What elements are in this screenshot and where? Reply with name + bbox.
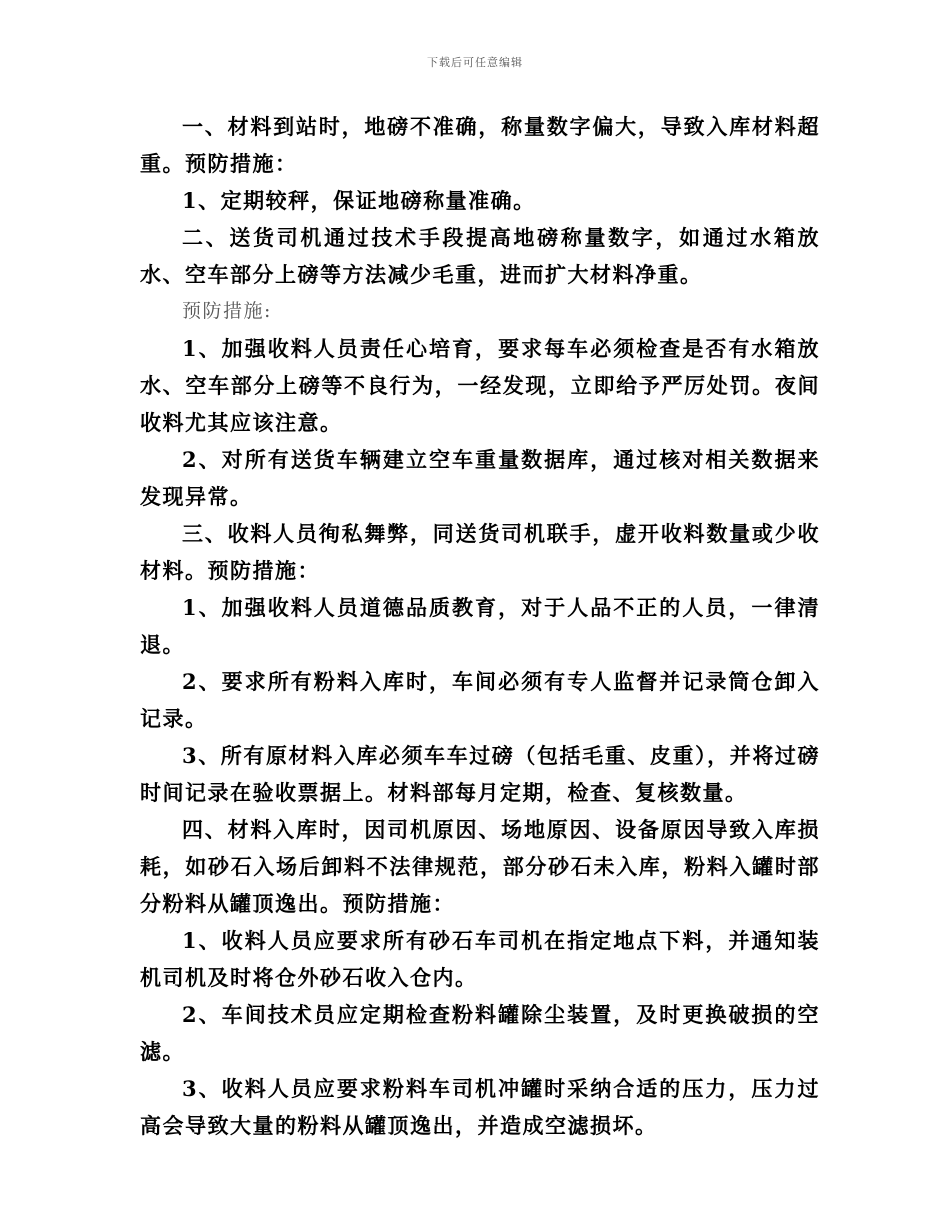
paragraph-measure-4-2: 2、车间技术员应定期检查粉料罐除尘装置，及时更换破损的空滤。 bbox=[140, 1002, 820, 1064]
paragraph-section-3: 三、收料人员徇私舞弊，同送货司机联手，虚开收料数量或少收材料。预防措施： bbox=[140, 521, 820, 583]
paragraph-section-2: 二、送货司机通过技术手段提高地磅称量数字，如通过水箱放水、空车部分上磅等方法减少毛重，进而扩大材料净重。 bbox=[140, 225, 820, 287]
paragraph-measures-heading: 预防措施: bbox=[182, 300, 272, 322]
paragraph-measure-3-3: 3、所有原材料入库必须车车过磅（包括毛重、皮重），并将过磅时间记录在验收票据上。材料部每月定期，检查、复核数量。 bbox=[140, 743, 820, 805]
header-note: 下载后可任意编辑 bbox=[427, 56, 523, 69]
paragraph-measure-1-1: 1、定期较秤，保证地磅称量准确。 bbox=[182, 188, 536, 213]
paragraph-measure-3-2: 2、要求所有粉料入库时，车间必须有专人监督并记录筒仓卸入记录。 bbox=[140, 669, 820, 731]
paragraph-section-1: 一、材料到站时，地磅不准确，称量数字偏大，导致入库材料超重。预防措施： bbox=[140, 114, 820, 176]
paragraph-section-4: 四、材料入库时，因司机原因、场地原因、设备原因导致入库损耗，如砂石入场后卸料不法律规范，部分砂石未入库，粉料入罐时部分粉料从罐顶逸出。预防措施： bbox=[140, 817, 820, 916]
paragraph-measure-2-2: 2、对所有送货车辆建立空车重量数据库，通过核对相关数据来发现异常。 bbox=[140, 447, 820, 509]
document-body bbox=[140, 108, 820, 1144]
paragraph-measure-4-3: 3、收料人员应要求粉料车司机冲罐时采纳合适的压力，压力过高会导致大量的粉料从罐顶逸出，并造成空滤损坏。 bbox=[140, 1076, 820, 1138]
paragraph-measure-3-1: 1、加强收料人员道德品质教育，对于人品不正的人员，一律清退。 bbox=[140, 595, 820, 657]
paragraph-measure-4-1: 1、收料人员应要求所有砂石车司机在指定地点下料，并通知装机司机及时将仓外砂石收入仓内。 bbox=[140, 928, 820, 990]
paragraph-measure-2-1: 1、加强收料人员责任心培育，要求每车必须检查是否有水箱放水、空车部分上磅等不良行为，一经发现，立即给予严厉处罚。夜间收料尤其应该注意。 bbox=[140, 336, 820, 435]
